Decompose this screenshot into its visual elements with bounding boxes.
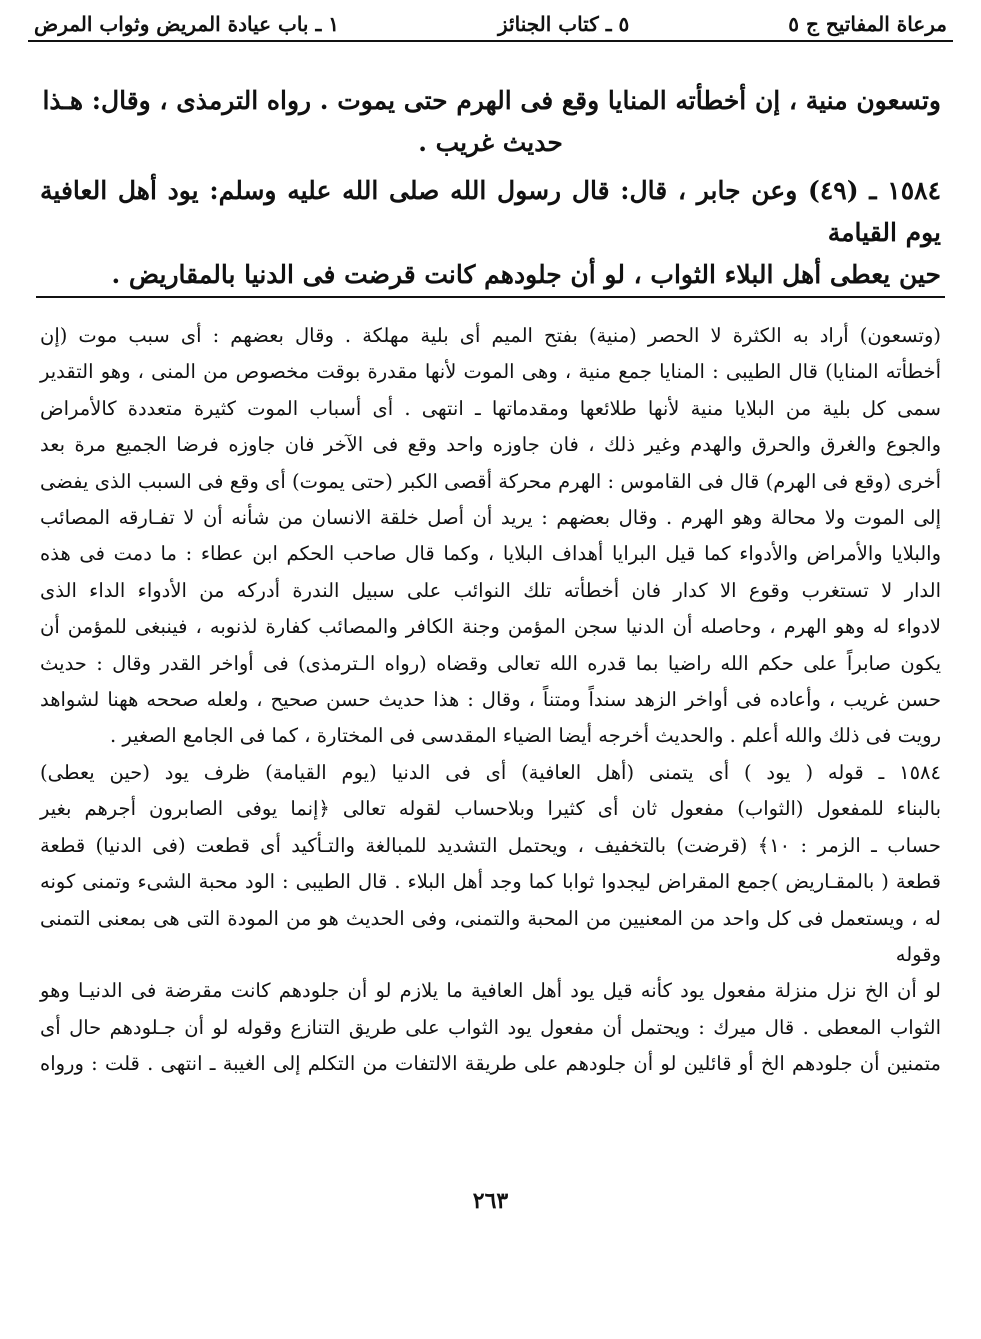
header-section-title: ١ ـ باب عيادة المريض وثواب المرض — [34, 12, 340, 36]
matn-line: حديث غريب . — [418, 128, 563, 157]
commentary-line: حسن غريب ، وأعاده فى أواخر الزهد سنداً ومتناً ، وقال : هذا حديث حسن صحيح ، ولعله صححه ههنا لشواهد — [40, 688, 941, 712]
commentary-block — [40, 318, 941, 1083]
commentary-line: أخطأته المنايا) قال الطيبى : المنايا جمع منية ، وهى الموت لأنها مقدرة بوقت مخصوص من المنى ، وهو التقدير — [40, 360, 941, 384]
commentary-line: لو أن الخ نزل منزلة مفعول يود كأنه قيل يود أهل العافية ما يلازم لو أن جلودهم كانت مقرضة فى الدنيـا وهو — [40, 979, 941, 1003]
commentary-line: بالبناء للمفعول (الثواب) مفعول ثان أى كثيرا وبلاحساب لقوله تعالى ﴿إنما يوفى الصابرون أجرهم بغير — [40, 797, 941, 821]
running-header — [28, 8, 953, 42]
commentary-line: رويت فى ذلك والله أعلم . والحديث أخرجه أيضا الضياء المقدسى فى المختارة ، كما فى الجامع الصغير . — [109, 724, 941, 748]
commentary-line: يكون صابراً على حكم الله راضيا بما قدره الله تعالى وقضاه (رواه الـترمذى) فى أواخر القدر وقال : حديث — [40, 651, 941, 675]
commentary-line: أخرى (وقع فى الهرم) قال فى القاموس : الهرم محركة أقصى الكبر (حتى يموت) أى وقع فى السبب الذى يفضى — [40, 469, 941, 493]
commentary-line: حساب ـ الزمر : ١٠﴾ (قرضت) بالتخفيف ، ويحتمل التشديد للمبالغة والتـأكيد أى قطعت (فى الدنيا) قطعة — [40, 833, 941, 857]
hadith-1584-line: ١٥٨٤ ـ (٤٩) وعن جابر ، قال: قال رسول الله صلى الله عليه وسلم: يود أهل العافية يوم القيامة — [40, 176, 941, 247]
commentary-line: له ، ويستعمل فى كل واحد من المعنيين من المحبة والتمنى، وفى الحديث هو من المودة التى هى بمعنى التمنى وقوله — [40, 906, 941, 966]
commentary-line: قطعة ( بالمقـاريض )جمع المقراض ليجدوا ثوابا كما وجد أهل البلاء . قال الطيبى : الود محبة الشىء وتمنى كونه — [40, 870, 941, 894]
hadith-text-block — [40, 80, 941, 296]
header-chapter-title: ٥ ـ كتاب الجنائز — [498, 12, 630, 36]
hadith-1584-line: حين يعطى أهل البلاء الثواب ، لو أن جلودهم كانت قرضت فى الدنيا بالمقاريض . — [111, 260, 941, 289]
commentary-line: سمى كل بلية من البلايا منية لأنها طلائعها ومقدماتها ـ انتهى . أى أسباب الموت كثيرة متعددة كالأمراض — [40, 396, 941, 420]
page-number: ٢٦٣ — [472, 1188, 509, 1214]
commentary-line: لادواء له وهو الهرم ، وحاصله أن الدنيا سجن المؤمن وجنة الكافر والمصائب كفارة لذنوبه ، فينبغى للمؤمن أن — [40, 615, 941, 639]
commentary-line: إلى الموت ولا محالة وهو الهرم . وقال بعضهم : يريد أن أصل خلقة الانسان من شأنه أن لا تفـارقه المصائب — [40, 506, 941, 530]
commentary-line: الدار لا تستغرب وقوع الا كدار فان أخطأته تلك النوائب على سبيل الندرة أدركه من الأدواء الداء الذى — [40, 578, 941, 602]
matn-line: وتسعون منية ، إن أخطأته المنايا وقع فى الهرم حتى يموت . رواه الترمذى ، وقال: هـذا — [42, 86, 941, 115]
commentary-line: الثواب المعطى . قال ميرك : ويحتمل أن مفعول يود الثواب على طريق التنازع وقوله لو أن جـلودهم حال أى — [40, 1015, 941, 1039]
commentary-line: والجوع والغرق والحرق والهدم وغير ذلك ، فان جاوزه واحد وقع فى الآخر فان جاوزه فرضا الجميع مرة بعد — [40, 433, 941, 457]
header-book-title: مرعاة المفاتيح ج ٥ — [788, 12, 947, 36]
section-divider — [36, 296, 945, 298]
commentary-line: متمنين أن جلودهم الخ أو قائلين لو أن جلودهم على طريقة الالتفات من التكلم إلى الغيبة ـ انتهى . قلت : ورواه — [40, 1052, 941, 1076]
commentary-line: والبلايا والأمراض والأدواء كما قيل البرايا أهداف البلايا ، وكما قال صاحب الحكم ابن عطاء : ما دمت فى هذه — [40, 542, 941, 566]
commentary-line: (وتسعون) أراد به الكثرة لا الحصر (منية) بفتح الميم أى بلية مهلكة . وقال بعضهم : أى سبب موت (إن — [40, 324, 941, 347]
commentary-line: ١٥٨٤ ـ قوله ( يود ) أى يتمنى (أهل العافية) أى فى الدنيا (يوم القيامة) ظرف يود (حين يعطى) — [40, 760, 941, 784]
